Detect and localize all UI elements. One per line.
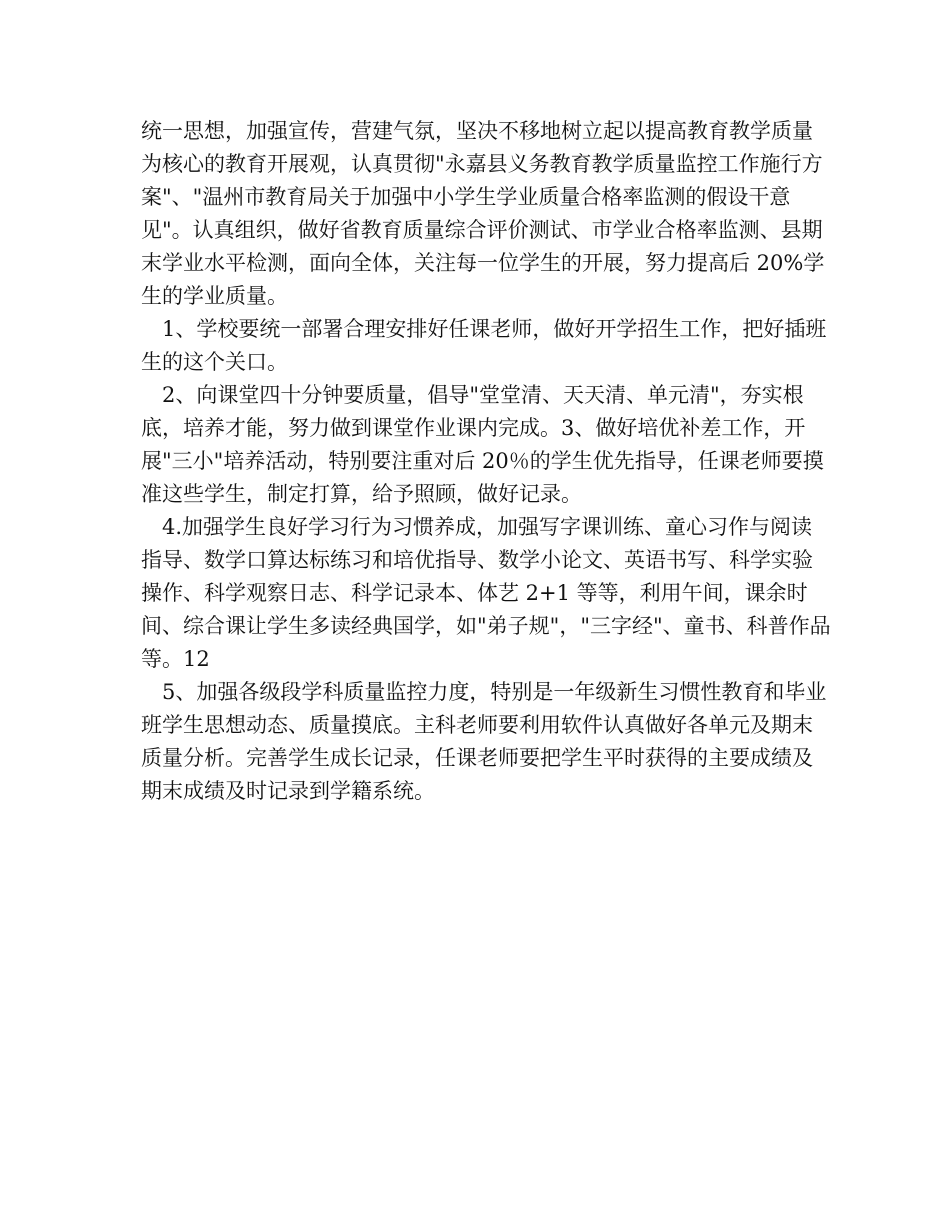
paragraph-item-5: 5、加强各级段学科质量监控力度，特别是一年级新生习惯性教育和毕业班学生思想动态、质量摸底。主科老师要利用软件认真做好各单元及期末质量分析。完善学生成长记录，任课老师要把学生平时获得的主要成绩及期末成绩及时记录到学籍系统。 [141,680,827,803]
paragraph-item-2-3: 2、向课堂四十分钟要质量，倡导"堂堂清、天天清、单元清"，夯实根底，培养才能，努力做到课堂作业课内完成。3、做好培优补差工作，开展"三小"培养活动，特别要注重对后 20％的学生优先指导，任课老师要摸准这些学生，制定打算，给予照顾，做好记录。 [141,383,824,506]
paragraph-intro: 统一思想，加强宣传，营建气氛，坚决不移地树立起以提高教育教学质量为核心的教育开展观，认真贯彻"永嘉县义务教育教学质量监控工作施行方案"、"温州市教育局关于加强中小学生学业质量合格率监测的假设干意见"。认真组织，做好省教育质量综合评价测试、市学业合格率监测、县期末学业水平检测，面向全体，关注每一位学生的开展，努力提高后 20%学生的学业质量。 [141,119,825,308]
document-body [141,115,831,808]
paragraph-item-4: 4.加强学生良好学习行为习惯养成，加强写字课训练、童心习作与阅读指导、数学口算达标练习和培优指导、数学小论文、英语书写、科学实验操作、科学观察日志、科学记录本、体艺 2+1 等等，利用午间，课余时间、综合课让学生多读经典国学，如"弟子规"，"三字经"、童书、科普作品等。12 [141,515,831,671]
paragraph-item-1: 1、学校要统一部署合理安排好任课老师，做好开学招生工作，把好插班生的这个关口。 [141,317,827,374]
